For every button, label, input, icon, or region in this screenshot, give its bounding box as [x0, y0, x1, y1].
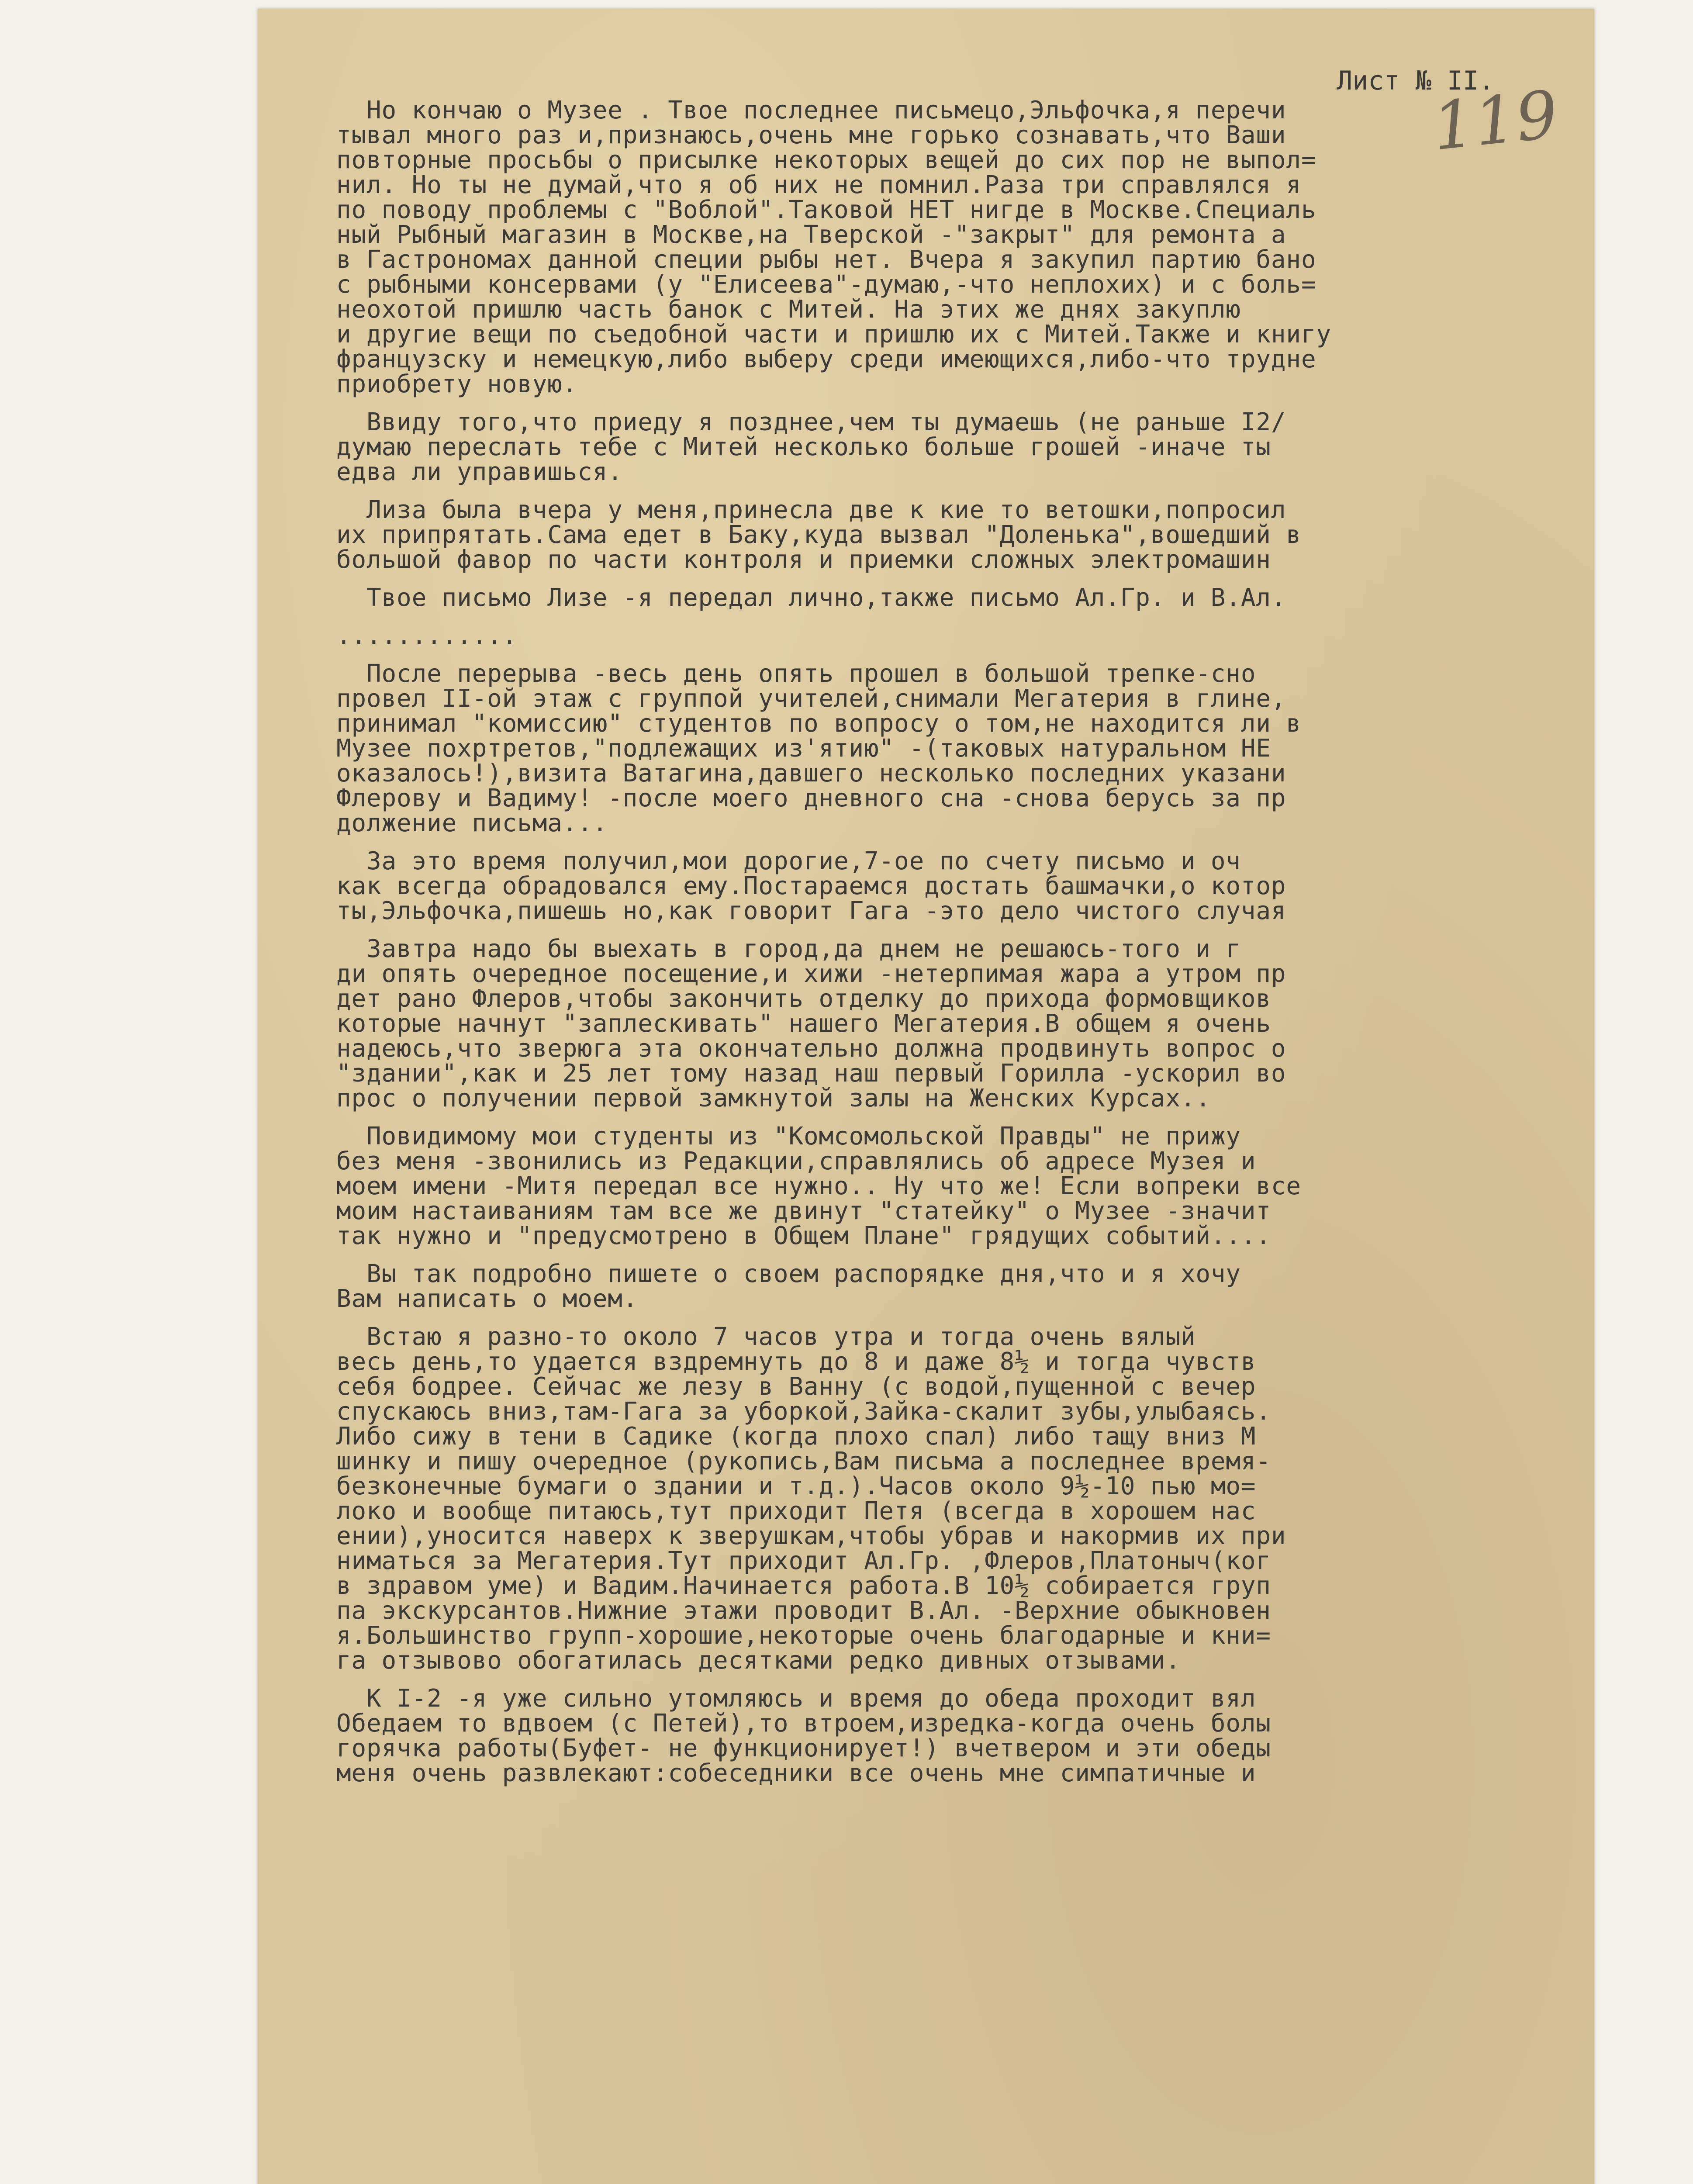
- text-line: моем имени -Митя передал все нужно.. Ну что же! Если вопреки все: [336, 1172, 1301, 1200]
- text-line: в Гастрономах данной специи рыбы нет. Вчера я закупил партию бано: [336, 245, 1316, 274]
- text-line: горячка работы(Буфет- не функционирует!) вчетвером и эти обеды: [336, 1734, 1271, 1762]
- handwritten-archive-number: 119: [1429, 76, 1562, 166]
- text-line: спускаюсь вниз,там-Гага за уборкой,Зайка-скалит зубы,улыбаясь.: [336, 1397, 1271, 1426]
- text-line: Повидимому мои студенты из "Комсомольской Правды" не прижу: [336, 1122, 1241, 1151]
- text-line: по поводу проблемы с "Воблой".Таковой НЕТ нигде в Москве.Специаль: [336, 196, 1316, 224]
- text-line: ди опять очередное посещение,и хижи -нетерпимая жара а утром пр: [336, 960, 1286, 988]
- text-line: нил. Но ты не думай,что я об них не помнил.Раза три справлялся я: [336, 171, 1301, 199]
- text-line: ............: [336, 622, 518, 650]
- text-line: Встаю я разно-то около 7 часов утра и тогда очень вялый: [336, 1323, 1196, 1351]
- text-line: меня очень развлекают:собеседники все очень мне симпатичные и: [336, 1759, 1256, 1787]
- text-line: Флерову и Вадиму! -после моего дневного сна -снова берусь за пр: [336, 784, 1286, 812]
- text-line: Обедаем то вдвоем (с Петей),то втроем,изредка-когда очень болы: [336, 1709, 1271, 1738]
- text-line: За это время получил,мои дорогие,7-ое по счету письмо и оч: [336, 847, 1241, 875]
- text-line: Твое письмо Лизе -я передал лично,также письмо Ал.Гр. и В.Ал.: [336, 584, 1286, 612]
- text-line: надеюсь,что зверюга эта окончательно должна продвинуть вопрос о: [336, 1034, 1286, 1063]
- text-line: ный Рыбный магазин в Москве,на Тверской -"закрыт" для ремонта а: [336, 221, 1286, 249]
- text-line: Либо сижу в тени в Садике (когда плохо спал) либо тащу вниз М: [336, 1422, 1256, 1451]
- text-line: Но кончаю о Музее . Твое последнее письмецо,Эльфочка,я перечи: [336, 96, 1286, 124]
- text-line: Ввиду того,что приеду я позднее,чем ты думаешь (не раньше I2/: [336, 408, 1286, 436]
- text-line: шинку и пишу очередное (рукопись,Вам письма а последнее время-: [336, 1447, 1271, 1476]
- text-line: моим настаиваниям там все же двинут "статейку" о Музее -значит: [336, 1197, 1271, 1225]
- text-line: прос о получении первой замкнутой залы на Женских Курсах..: [336, 1084, 1211, 1113]
- text-line: и другие вещи по съедобной части и пришлю их с Митей.Также и книгу: [336, 320, 1331, 349]
- text-line: себя бодрее. Сейчас же лезу в Ванну (с водой,пущенной с вечер: [336, 1372, 1256, 1401]
- text-line: После перерыва -весь день опять прошел в большой трепке-сно: [336, 660, 1256, 688]
- text-line: ниматься за Мегатерия.Тут приходит Ал.Гр. ,Флеров,Платоныч(ког: [336, 1547, 1271, 1575]
- text-line: па экскурсантов.Нижние этажи проводит В.Ал. -Верхние обыкновен: [336, 1597, 1271, 1625]
- text-line: Вам написать о моем.: [336, 1285, 638, 1313]
- text-line: едва ли управишься.: [336, 458, 623, 486]
- text-line: я.Большинство групп-хорошие,некоторые очень благодарные и кни=: [336, 1621, 1271, 1650]
- text-line: весь день,то удается вздремнуть до 8 и даже 8½ и тогда чувств: [336, 1348, 1256, 1376]
- text-line: приобрету новую.: [336, 370, 578, 398]
- text-line: оказалось!),визита Ватагина,давшего несколько последних указани: [336, 759, 1286, 788]
- text-line: локо и вообще питаюсь,тут приходит Петя (всегда в хорошем нас: [336, 1497, 1256, 1525]
- text-line: Завтра надо бы выехать в город,да днем не решаюсь-того и г: [336, 935, 1241, 963]
- text-line: должение письма...: [336, 809, 608, 837]
- text-line: провел II-ой этаж с группой учителей,снимали Мегатерия в глине,: [336, 684, 1286, 713]
- text-line: ении),уносится наверх к зверушкам,чтобы убрав и накормив их при: [336, 1522, 1286, 1550]
- text-line: которые начнут "заплескивать" нашего Мегатерия.В общем я очень: [336, 1009, 1271, 1038]
- text-line: без меня -звонились из Редакции,справлялись об адресе Музея и: [336, 1147, 1256, 1175]
- text-line: безконечные бумаги о здании и т.д.).Часов около 9½-10 пью мо=: [336, 1472, 1256, 1500]
- text-line: Вы так подробно пишете о своем распорядке дня,что и я хочу: [336, 1260, 1241, 1288]
- text-line: К I-2 -я уже сильно утомляюсь и время до обеда проходит вял: [336, 1684, 1256, 1713]
- text-line: принимал "комиссию" студентов по вопросу о том,не находится ли в: [336, 709, 1301, 738]
- text-line: французску и немецкую,либо выберу среди имеющихся,либо-что трудне: [336, 345, 1316, 373]
- text-line: га отзывово обогатилась десятками редко дивных отзывами.: [336, 1646, 1181, 1675]
- text-line: тывал много раз и,признаюсь,очень мне горько сознавать,что Ваши: [336, 121, 1286, 149]
- text-line: Музее похртретов,"подлежащих из'ятию" -(таковых натуральном НЕ: [336, 734, 1271, 763]
- text-line: Лиза была вчера у меня,принесла две к кие то ветошки,попросил: [336, 496, 1286, 524]
- text-line: в здравом уме) и Вадим.Начинается работа.В 10½ собирается груп: [336, 1572, 1271, 1600]
- text-line: их припрятать.Сама едет в Баку,куда вызвал "Доленька",вошедший в: [336, 521, 1301, 549]
- text-line: так нужно и "предусмотрено в Общем Плане" грядущих событий....: [336, 1222, 1271, 1250]
- text-line: дет рано Флеров,чтобы закончить отделку до прихода формовщиков: [336, 985, 1271, 1013]
- typed-letter-page: [258, 9, 1594, 2184]
- text-line: большой фавор по части контроля и приемки сложных электромашин: [336, 546, 1271, 574]
- text-line: как всегда обрадовался ему.Постараемся достать башмачки,о котор: [336, 872, 1286, 900]
- text-line: неохотой пришлю часть банок с Митей. На этих же днях закуплю: [336, 295, 1241, 324]
- text-line: "здании",как и 25 лет тому назад наш первый Горилла -ускорил во: [336, 1059, 1286, 1088]
- sheet-number: Лист № II.: [1337, 66, 1495, 96]
- text-line: ты,Эльфочка,пишешь но,как говорит Гага -это дело чистого случая: [336, 897, 1286, 925]
- text-line: думаю переслать тебе с Митей несколько больше грошей -иначе ты: [336, 433, 1271, 461]
- text-line: с рыбными консервами (у "Елисеева"-думаю,-что неплохих) и с боль=: [336, 270, 1316, 299]
- text-line: повторные просьбы о присылке некоторых вещей до сих пор не выпол=: [336, 146, 1316, 174]
